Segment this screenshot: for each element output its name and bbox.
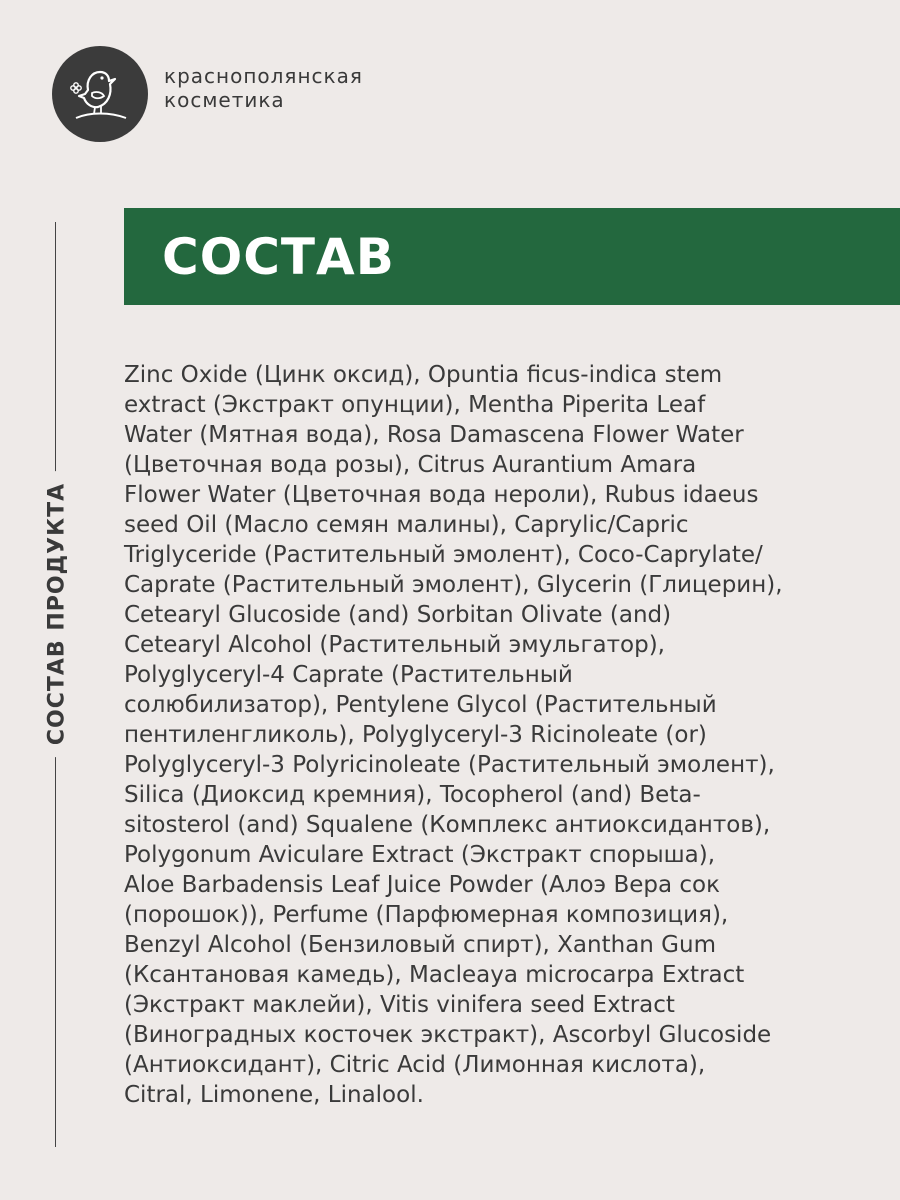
ingredients-line: (Виноградных косточек экстракт), Ascorbyl Glucoside <box>124 1022 772 1048</box>
ingredients-line: Cetearyl Alcohol (Растительный эмульгатор), <box>124 632 665 658</box>
side-label: СОСТАВ ПРОДУКТА <box>45 471 70 757</box>
bird-on-flower-icon <box>52 46 148 142</box>
ingredients-line: Citral, Limonene, Linalool. <box>124 1082 424 1108</box>
ingredients-line: (Ксантановая камедь), Macleaya microcarpa Extract <box>124 962 745 988</box>
ingredients-line: (Цветочная вода розы), Citrus Aurantium Amara <box>124 452 697 478</box>
ingredients-line: (порошок)), Perfume (Парфюмерная композиция), <box>124 902 729 928</box>
ingredients-line: (Антиоксидант), Citric Acid (Лимонная кислота), <box>124 1052 706 1078</box>
ingredients-line: sitosterol (and) Squalene (Комплекс антиоксидантов), <box>124 812 771 838</box>
ingredients-line: Cetearyl Glucoside (and) Sorbitan Olivate (and) <box>124 602 672 628</box>
brand-name <box>164 64 363 112</box>
ingredients-line: Polyglyceryl-4 Caprate (Растительный <box>124 662 573 688</box>
ingredients-text <box>124 360 824 1110</box>
ingredients-line: Triglyceride (Растительный эмолент), Coco-Caprylate/ <box>124 542 763 568</box>
ingredients-line: Silica (Диоксид кремния), Tocopherol (and) Beta- <box>124 782 701 808</box>
ingredients-line: Aloe Barbadensis Leaf Juice Powder (Алоэ Вера сок <box>124 872 721 898</box>
ingredients-line: Polyglyceryl-3 Polyricinoleate (Растительный эмолент), <box>124 752 775 778</box>
ingredients-line: солюбилизатор), Pentylene Glycol (Растительный <box>124 692 717 718</box>
brand-name-line1: краснополянская <box>164 64 363 88</box>
section-banner <box>124 208 900 305</box>
ingredients-line: Benzyl Alcohol (Бензиловый спирт), Xanthan Gum <box>124 932 716 958</box>
ingredients-line: Zinc Oxide (Цинк оксид), Opuntia ficus-indica stem <box>124 362 723 388</box>
section-title: СОСТАВ <box>162 228 395 286</box>
ingredients-line: Flower Water (Цветочная вода нероли), Rubus idaeus <box>124 482 759 508</box>
ingredients-line: (Экстракт маклейи), Vitis vinifera seed Extract <box>124 992 675 1018</box>
brand-logo <box>52 46 148 142</box>
ingredients-line: Water (Мятная вода), Rosa Damascena Flower Water <box>124 422 744 448</box>
ingredients-line: seed Oil (Масло семян малины), Caprylic/Capric <box>124 512 689 538</box>
ingredients-line: Polygonum Aviculare Extract (Экстракт спорыша), <box>124 842 716 868</box>
ingredients-line: extract (Экстракт опунции), Mentha Piperita Leaf <box>124 392 706 418</box>
brand-name-line2: косметика <box>164 88 285 112</box>
ingredients-line: Caprate (Растительный эмолент), Glycerin (Глицерин), <box>124 572 783 598</box>
ingredients-line: пентиленгликоль), Polyglyceryl-3 Ricinoleate (or) <box>124 722 707 748</box>
